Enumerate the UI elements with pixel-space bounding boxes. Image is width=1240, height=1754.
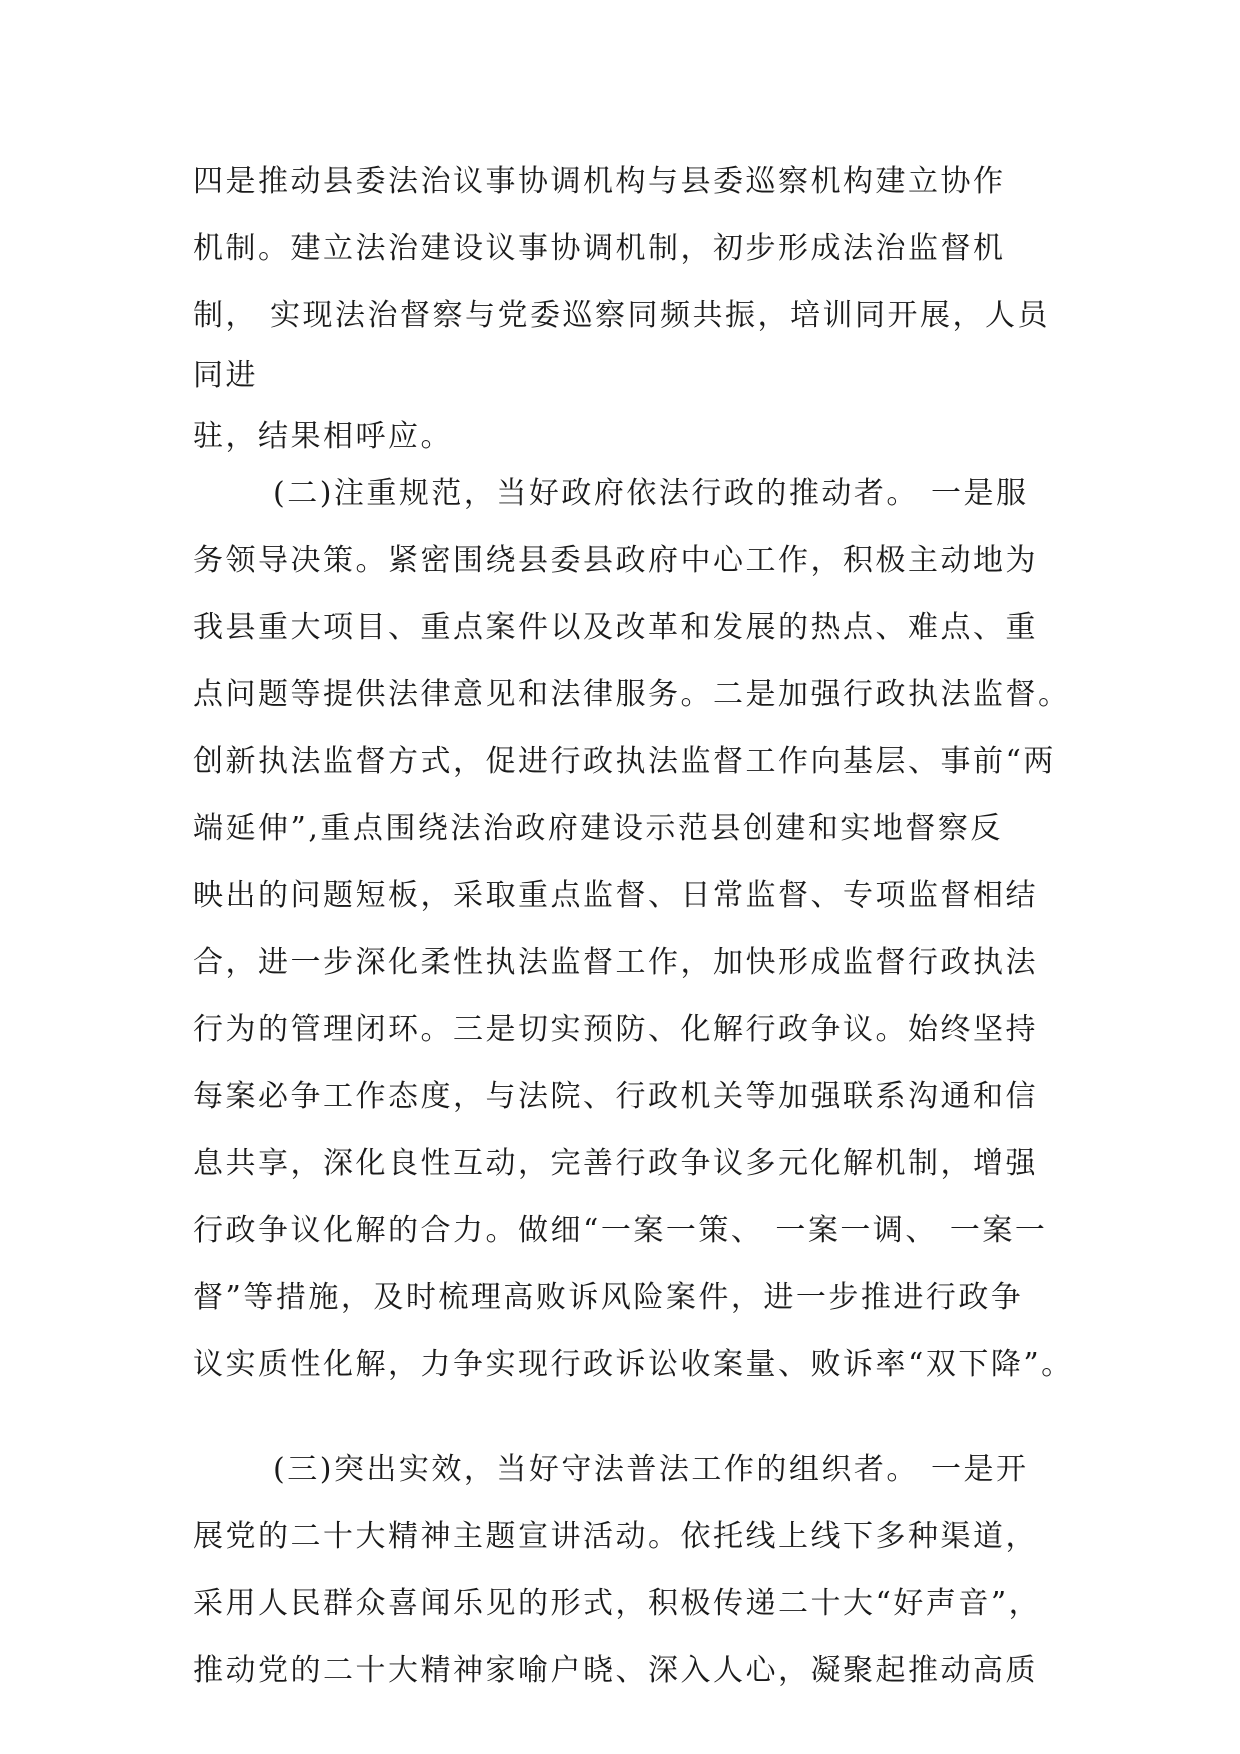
paragraph-line: 四是推动县委法治议事协调机构与县委巡察机构建立协作 bbox=[193, 164, 1006, 199]
paragraph-line: 我县重大项目、重点案件以及改革和发展的热点、难点、重 bbox=[193, 610, 1038, 645]
paragraph-line: 议实质性化解，力争实现行政诉讼收案量、败诉率“双下降”。 bbox=[193, 1347, 1074, 1382]
paragraph-line: 合，进一步深化柔性执法监督工作，加快形成监督行政执法 bbox=[193, 945, 1038, 980]
paragraph-line: 点问题等提供法律意见和法律服务。二是加强行政执法监督。 bbox=[193, 677, 1071, 712]
paragraph-line: 机制。建立法治建设议事协调机制，初步形成法治监督机 bbox=[193, 231, 1006, 266]
paragraph-line: 展党的二十大精神主题宣讲活动。依托线上线下多种渠道， bbox=[193, 1519, 1038, 1554]
paragraph-line: 每案必争工作态度，与法院、行政机关等加强联系沟通和信 bbox=[193, 1079, 1038, 1114]
paragraph-line: 同进 bbox=[193, 358, 258, 393]
paragraph-3 bbox=[193, 1436, 1053, 1704]
paragraph-line: 驻，结果相呼应。 bbox=[193, 419, 453, 454]
paragraph-line: 行为的管理闭环。三是切实预防、化解行政争议。始终坚持 bbox=[193, 1012, 1038, 1047]
paragraph-line: 映出的问题短板，采取重点监督、日常监督、专项监督相结 bbox=[193, 878, 1038, 913]
paragraph-line: 行政争议化解的合力。做细“一案一策、 一案一调、 一案一 bbox=[193, 1213, 1048, 1248]
paragraph-line: 推动党的二十大精神家喻户晓、深入人心，凝聚起推动高质 bbox=[193, 1653, 1038, 1688]
paragraph-1 bbox=[193, 148, 1053, 470]
paragraph-line: 创新执法监督方式，促进行政执法监督工作向基层、事前“两 bbox=[193, 744, 1056, 779]
paragraph-line: 务领导决策。紧密围绕县委县政府中心工作，积极主动地为 bbox=[193, 543, 1038, 578]
paragraph-2 bbox=[193, 460, 1074, 1398]
section-heading-3: (三)突出实效，当好守法普法工作的组织者。 一是开 bbox=[273, 1452, 1029, 1487]
paragraph-line: 制， 实现法治督察与党委巡察同频共振，培训同开展，人员 bbox=[193, 298, 1051, 333]
paragraph-line: 采用人民群众喜闻乐见的形式，积极传递二十大“好声音”， bbox=[193, 1586, 1042, 1621]
paragraph-line: 息共享，深化良性互动，完善行政争议多元化解机制，增强 bbox=[193, 1146, 1038, 1181]
paragraph-line: 端延伸”,重点围绕法治政府建设示范县创建和实地督察反 bbox=[193, 811, 1003, 846]
paragraph-line: 督”等措施，及时梳理高败诉风险案件，进一步推进行政争 bbox=[193, 1280, 1024, 1315]
section-heading-2: (二)注重规范，当好政府依法行政的推动者。 一是服 bbox=[273, 476, 1029, 511]
